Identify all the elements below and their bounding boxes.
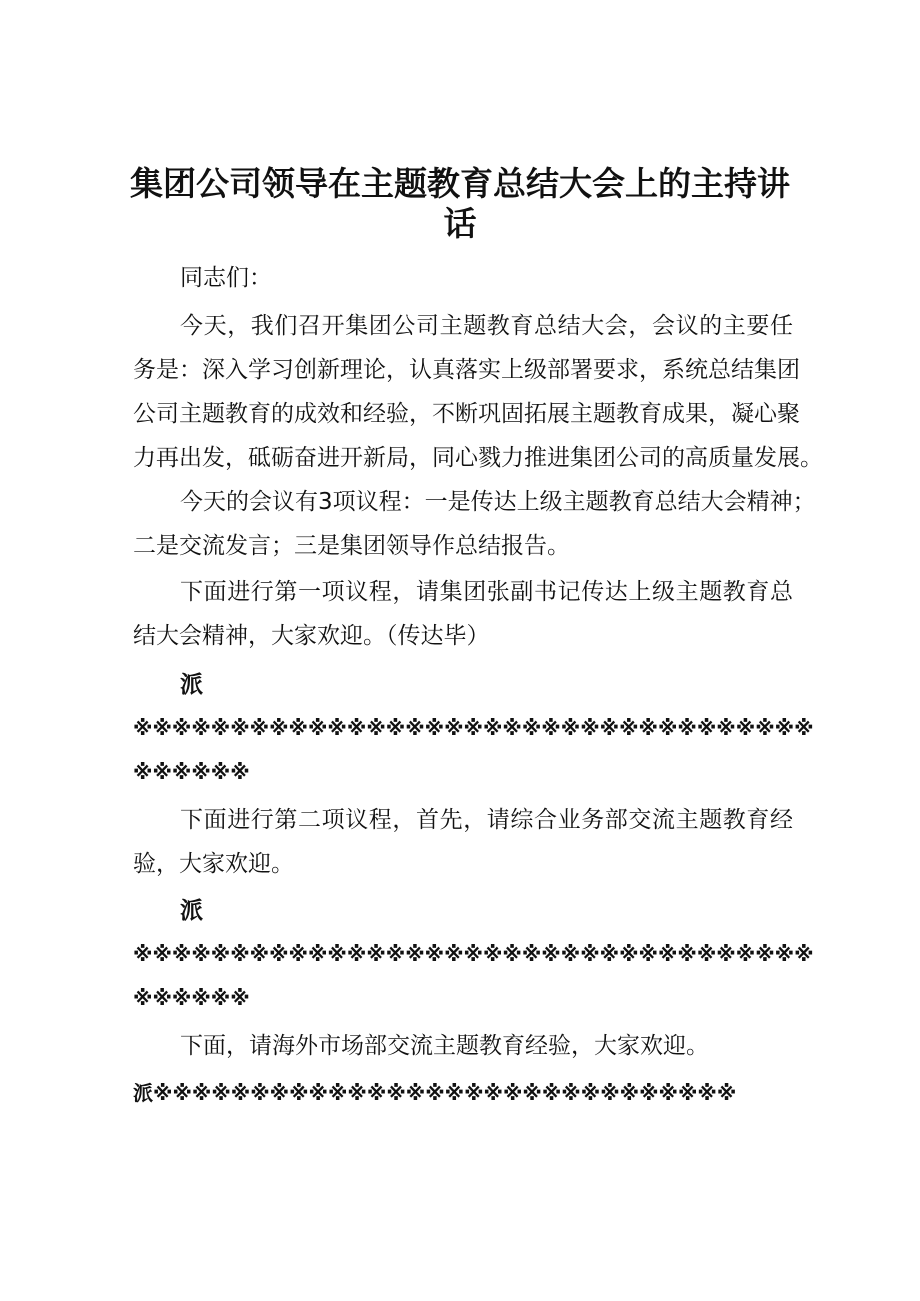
masked-heading: 派 <box>180 898 203 924</box>
masked-heading: 派 <box>180 672 203 698</box>
paragraph-5-line: 下面，请海外市场部交流主题教育经验，大家欢迎。 <box>180 1033 709 1059</box>
paragraph-4-line: 下面进行第二项议程，首先，请综合业务部交流主题教育经 <box>180 807 793 833</box>
document-title-line-1: 集团公司领导在主题教育总结大会上的主持讲 <box>130 164 790 203</box>
paragraph-1-line: 力再出发，砥砺奋进开新局，同心戮力推进集团公司的高质量发展。 <box>133 445 823 471</box>
masked-text-line: ※※※※※※ <box>133 760 250 784</box>
paragraph-3-line: 结大会精神，大家欢迎。（传达毕） <box>133 623 490 649</box>
paragraph-2-line: 今天的会议有3项议程：一是传达上级主题教育总结大会精神； <box>180 489 816 515</box>
paragraph-1-line: 今天，我们召开集团公司主题教育总结大会，会议的主要任 <box>180 313 793 339</box>
masked-text-line: ※※※※※※ <box>133 986 250 1010</box>
paragraph-2-line: 二是交流发言；三是集团领导作总结报告。 <box>133 533 570 559</box>
paragraph-3-line: 下面进行第一项议程，请集团张副书记传达上级主题教育总 <box>180 579 793 605</box>
masked-text-line: ※※※※※※※※※※※※※※※※※※※※※※※※※※※※※※※※※※※ <box>133 716 814 740</box>
salutation: 同志们： <box>180 265 272 291</box>
masked-text-line: ※※※※※※※※※※※※※※※※※※※※※※※※※※※※※※※※※※※ <box>133 942 814 966</box>
paragraph-1-line: 公司主题教育的成效和经验，不断巩固拓展主题教育成果，凝心聚 <box>133 401 800 427</box>
masked-text-line: 派※※※※※※※※※※※※※※※※※※※※※※※※※※※※※※ <box>133 1081 737 1105</box>
document-title-line-2: 话 <box>443 204 477 243</box>
paragraph-1-line: 务是：深入学习创新理论，认真落实上级部署要求，系统总结集团 <box>133 357 800 383</box>
paragraph-4-line: 验，大家欢迎。 <box>133 851 294 877</box>
